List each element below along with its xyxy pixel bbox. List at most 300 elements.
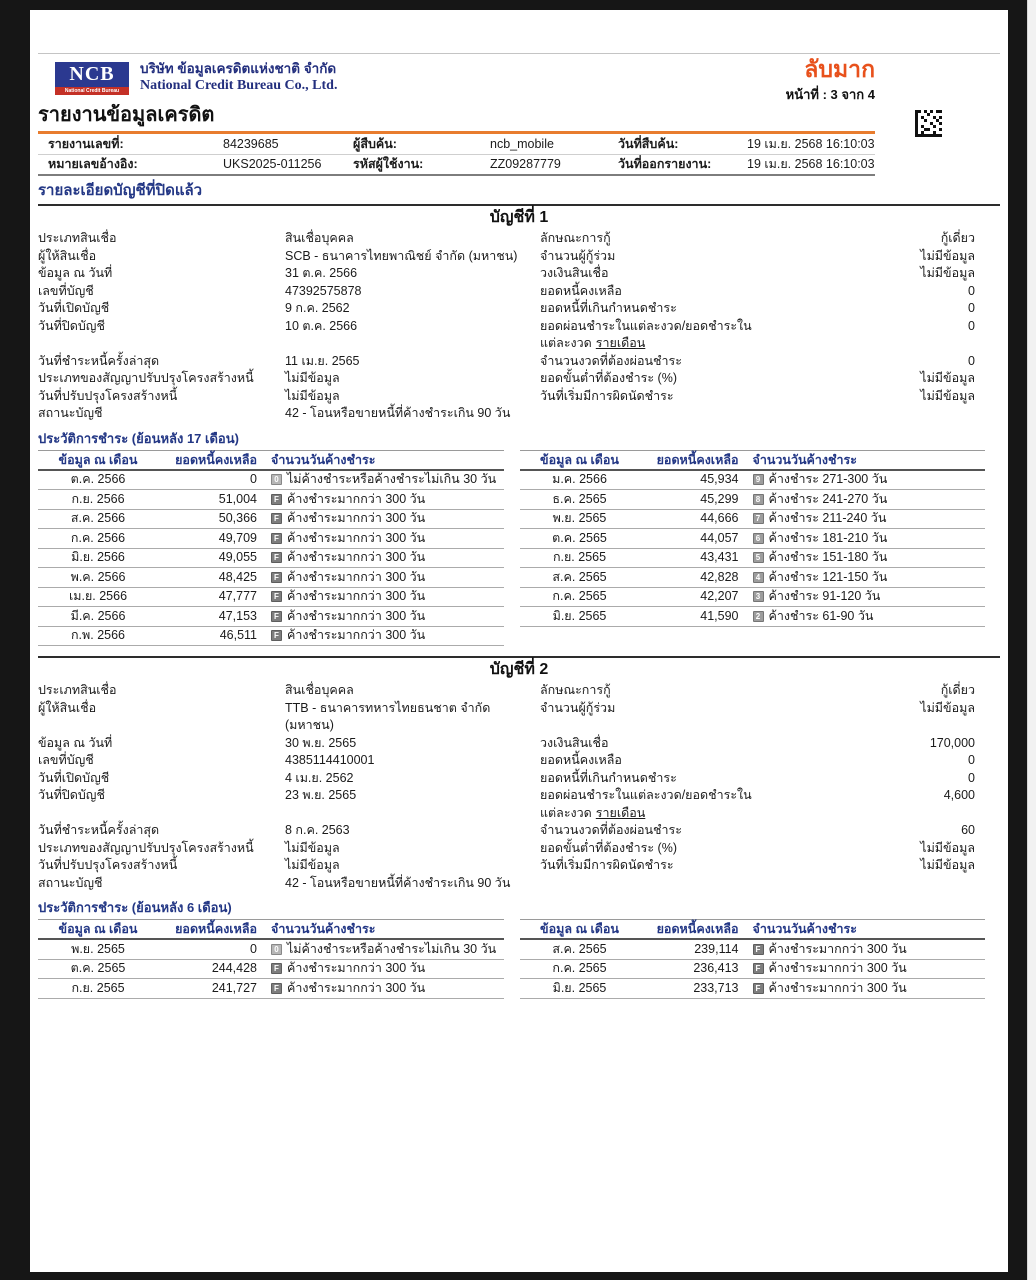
month-cell: ส.ค. 2566 [70, 511, 126, 525]
history-header [38, 450, 504, 471]
month-cell: มิ.ย. 2565 [552, 980, 607, 995]
status-cell [263, 609, 504, 625]
field-row [38, 822, 1000, 840]
status-code-badge: 2 [753, 611, 764, 622]
status-text: ค้างชำระมากกว่า 300 วัน [287, 628, 426, 642]
status-text: ค้างชำระมากกว่า 300 วัน [287, 980, 426, 995]
field-value: 0 [968, 301, 975, 315]
datamatrix-icon [915, 110, 942, 140]
field-label [540, 405, 775, 423]
status-text: ค้างชำระมากกว่า 300 วัน [287, 550, 426, 564]
balance-cell: 51,004 [218, 491, 257, 506]
field-row [38, 770, 1000, 788]
month-cell: ก.ค. 2566 [70, 530, 126, 545]
status-cell [745, 531, 986, 547]
meta-label: ผู้สืบค้น: [353, 137, 397, 151]
history-row [520, 549, 986, 569]
balance-cell: 50,366 [218, 511, 257, 525]
month-cell: ต.ค. 2565 [552, 530, 607, 545]
history-table-right [520, 450, 986, 647]
ncb-logo-acronym: NCB [55, 62, 129, 87]
field-value: 4 เม.ย. 2562 [285, 770, 354, 785]
top-divider [38, 53, 1000, 54]
month-cell: ต.ค. 2565 [70, 961, 126, 975]
status-text: ค้างชำระมากกว่า 300 วัน [287, 511, 426, 525]
report-meta-table [38, 135, 875, 176]
field-label: วันที่ปิดบัญชี [38, 788, 105, 802]
field-value: 11 เม.ย. 2565 [285, 353, 360, 368]
status-text: ไม่ค้างชำระหรือค้างชำระไม่เกิน 30 วัน [287, 941, 497, 956]
field-label: วันที่เปิดบัญชี [38, 301, 110, 315]
field-label: ยอดหนี้ที่เกินกำหนดชำระ [540, 301, 677, 315]
header-overdue-days: จำนวนวันค้างชำระ [271, 452, 376, 467]
company-name-th: บริษัท ข้อมูลเครดิตแห่งชาติ จำกัด [140, 61, 337, 76]
status-code-badge: F [271, 630, 282, 641]
field-label: ยอดขั้นต่ำที่ต้องชำระ (%) [540, 840, 677, 855]
month-cell: มิ.ย. 2566 [71, 550, 125, 564]
balance-cell: 241,727 [211, 980, 257, 995]
field-value: 31 ต.ค. 2566 [285, 266, 358, 280]
history-row [38, 490, 504, 510]
status-code-badge: F [753, 963, 764, 974]
header-month: ข้อมูล ณ เดือน [540, 922, 619, 936]
status-text: ค้างชำระ 211-240 วัน [768, 511, 887, 525]
history-row [520, 510, 986, 530]
field-label: วงเงินสินเชื่อ [540, 735, 609, 750]
field-label: จำนวนงวดที่ต้องผ่อนชำระ [540, 353, 682, 368]
balance-cell: 47,153 [218, 608, 257, 623]
status-cell [745, 942, 986, 958]
report-title: รายงานข้อมูลเครดิต [38, 104, 215, 126]
field-label: วันที่เริ่มมีการผิดนัดชำระ [540, 858, 674, 872]
balance-cell: 239,114 [694, 941, 739, 956]
field-value: 0 [968, 318, 975, 333]
status-code-badge: F [271, 983, 282, 994]
status-text: ค้างชำระมากกว่า 300 วัน [287, 608, 426, 623]
field-label: ยอดผ่อนชำระในแต่ละงวด/ยอดชำระในแต่ละงวด รายเดือน [540, 318, 752, 350]
payment-frequency-label: รายเดือน [595, 336, 646, 350]
account-title: บัญชีที่ 1 [489, 209, 549, 226]
status-code-badge: 5 [753, 552, 764, 563]
history-row [38, 568, 504, 588]
balance-cell: 48,425 [218, 569, 257, 584]
status-cell [745, 981, 986, 997]
history-row [520, 490, 986, 510]
month-cell: ก.ค. 2565 [552, 961, 607, 975]
status-text: ค้างชำระมากกว่า 300 วัน [287, 530, 426, 545]
header-month: ข้อมูล ณ เดือน [58, 922, 138, 936]
history-tables [38, 919, 1000, 999]
balance-cell: 233,713 [693, 980, 739, 995]
field-label: ประเภทของสัญญาปรับปรุงโครงสร้างหนี้ [38, 840, 254, 855]
status-code-badge: 0 [271, 474, 282, 485]
field-row [38, 700, 1000, 735]
history-row [38, 940, 504, 960]
field-row [38, 787, 1000, 822]
status-code-badge: F [271, 591, 282, 602]
status-text: ค้างชำระ 151-180 วัน [768, 550, 888, 564]
field-row [38, 857, 1000, 875]
history-header [38, 919, 504, 940]
header-balance: ยอดหนี้คงเหลือ [656, 452, 739, 467]
field-value [775, 875, 975, 893]
payment-frequency-label: รายเดือน [595, 805, 646, 820]
status-text: ค้างชำระมากกว่า 300 วัน [287, 961, 426, 975]
balance-cell: 44,057 [700, 530, 739, 545]
field-value: 8 ก.ค. 2563 [285, 823, 350, 837]
month-cell: ม.ค. 2566 [552, 472, 607, 486]
field-label: ลักษณะการกู้ [540, 231, 611, 245]
scrollbar[interactable] [1027, 0, 1036, 1280]
field-label: ประเภทสินเชื่อ [38, 231, 117, 245]
field-label: จำนวนผู้กู้ร่วม [540, 700, 616, 715]
balance-cell: 45,934 [700, 472, 739, 486]
confidential-label: ลับมาก [804, 56, 875, 82]
account-fields [38, 230, 1000, 423]
history-row [520, 471, 986, 491]
field-value: ไม่มีข้อมูล [285, 371, 340, 385]
field-label: วันที่ปรับปรุงโครงสร้างหนี้ [38, 388, 178, 403]
status-code-badge: F [271, 494, 282, 505]
status-code-badge: F [271, 552, 282, 563]
status-text: ไม่ค้างชำระหรือค้างชำระไม่เกิน 30 วัน [287, 472, 497, 486]
field-value: 42 - โอนหรือขายหนี้ที่ค้างชำระเกิน 90 วัน [285, 406, 511, 420]
balance-cell: 236,413 [693, 961, 739, 975]
history-header [520, 450, 986, 471]
status-code-badge: 6 [753, 533, 764, 544]
field-value: SCB - ธนาคารไทยพาณิชย์ จำกัด (มหาชน) [285, 248, 518, 263]
status-code-badge: F [753, 983, 764, 994]
field-row [38, 405, 1000, 423]
balance-cell: 41,590 [700, 608, 739, 623]
month-cell: ส.ค. 2565 [552, 941, 607, 956]
balance-cell: 0 [250, 472, 257, 486]
header-overdue-days: จำนวนวันค้างชำระ [752, 922, 857, 936]
field-value: 0 [968, 283, 975, 298]
field-row [38, 752, 1000, 770]
status-cell [263, 492, 504, 508]
history-title: ประวัติการชำระ (ย้อนหลัง 17 เดือน) [38, 430, 239, 446]
field-label: ข้อมูล ณ วันที่ [38, 735, 113, 750]
history-row [520, 940, 986, 960]
history-row [520, 529, 986, 549]
status-text: ค้างชำระ 121-150 วัน [768, 569, 888, 584]
meta-value: ncb_mobile [490, 137, 554, 151]
field-value: 10 ต.ค. 2566 [285, 318, 358, 333]
balance-cell: 0 [250, 941, 257, 956]
month-cell: มิ.ย. 2565 [552, 608, 607, 623]
status-code-badge: F [271, 533, 282, 544]
field-row [38, 353, 1000, 371]
history-row [520, 588, 986, 608]
field-label: วันที่เปิดบัญชี [38, 770, 110, 785]
history-tables [38, 450, 1000, 647]
field-label: สถานะบัญชี [38, 406, 103, 420]
meta-label: รายงานเลขที่: [48, 137, 124, 151]
field-value: 0 [968, 770, 975, 785]
field-label: ลักษณะการกู้ [540, 683, 611, 697]
history-row [38, 607, 504, 627]
history-row [38, 510, 504, 530]
field-label: ผู้ให้สินเชื่อ [38, 700, 97, 715]
field-value: กู้เดี่ยว [940, 231, 975, 245]
field-label: ยอดหนี้ที่เกินกำหนดชำระ [540, 770, 677, 785]
field-label: วันที่ชำระหนี้ครั้งล่าสุด [38, 353, 160, 368]
status-cell [263, 511, 504, 527]
meta-label: รหัสผู้ใช้งาน: [353, 157, 424, 171]
status-cell [745, 961, 986, 977]
meta-value: 84239685 [223, 137, 279, 151]
field-label: สถานะบัญชี [38, 875, 103, 890]
status-cell [263, 628, 504, 644]
status-text: ค้างชำระมากกว่า 300 วัน [768, 961, 907, 975]
field-row [38, 682, 1000, 700]
history-title: ประวัติการชำระ (ย้อนหลัง 6 เดือน) [38, 900, 232, 915]
month-cell: ส.ค. 2565 [552, 569, 607, 584]
field-label: จำนวนงวดที่ต้องผ่อนชำระ [540, 823, 682, 837]
field-value: ไม่มีข้อมูล [285, 858, 340, 872]
header-month: ข้อมูล ณ เดือน [540, 452, 619, 467]
balance-cell: 44,666 [700, 511, 739, 525]
header-balance: ยอดหนี้คงเหลือ [175, 922, 257, 936]
status-cell [263, 570, 504, 586]
status-code-badge: 8 [753, 494, 764, 505]
field-label: วงเงินสินเชื่อ [540, 266, 609, 280]
meta-label: วันที่สืบค้น: [618, 137, 679, 151]
field-row [38, 248, 1000, 266]
field-label: วันที่ปิดบัญชี [38, 318, 105, 333]
account-title: บัญชีที่ 2 [489, 661, 549, 678]
status-code-badge: F [271, 572, 282, 583]
balance-cell: 46,511 [219, 628, 257, 642]
field-value [775, 405, 975, 423]
field-value: สินเชื่อบุคคล [285, 683, 354, 697]
status-cell [263, 589, 504, 605]
meta-value: ZZ09287779 [490, 157, 561, 171]
balance-cell: 244,428 [211, 961, 257, 975]
status-cell [263, 550, 504, 566]
account-section-2 [38, 656, 1000, 999]
field-row [38, 300, 1000, 318]
document-page [30, 10, 1008, 1272]
meta-label: หมายเลขอ้างอิง: [48, 157, 138, 171]
header-balance: ยอดหนี้คงเหลือ [175, 452, 257, 467]
history-row [38, 471, 504, 491]
balance-cell: 45,299 [700, 491, 739, 506]
status-cell [263, 942, 504, 958]
field-value: 30 พ.ย. 2565 [285, 735, 357, 750]
status-text: ค้างชำระมากกว่า 300 วัน [287, 491, 426, 506]
field-label: ยอดผ่อนชำระในแต่ละงวด/ยอดชำระในแต่ละงวด รายเดือน [540, 788, 752, 820]
page-number: หน้าที่ : 3 จาก 4 [785, 87, 875, 102]
status-text: ค้างชำระมากกว่า 300 วัน [287, 569, 426, 584]
field-value: ไม่มีข้อมูล [920, 248, 975, 263]
history-row [38, 549, 504, 569]
header-overdue-days: จำนวนวันค้างชำระ [752, 452, 857, 467]
history-row [520, 979, 986, 999]
field-value: สินเชื่อบุคคล [285, 231, 354, 245]
field-label: เลขที่บัญชี [38, 753, 94, 767]
meta-row [38, 155, 875, 174]
field-row [38, 318, 1000, 353]
balance-cell: 43,431 [700, 550, 739, 564]
history-row [520, 960, 986, 980]
field-value: 42 - โอนหรือขายหนี้ที่ค้างชำระเกิน 90 วัน [285, 875, 511, 890]
field-label [540, 875, 775, 893]
company-name-en: National Credit Bureau Co., Ltd. [140, 78, 338, 93]
section-title-closed-accounts: รายละเอียดบัญชีที่ปิดแล้ว [38, 182, 203, 199]
history-row [38, 979, 504, 999]
balance-cell: 49,055 [218, 550, 257, 564]
account-section-1 [38, 204, 1000, 646]
month-cell: ก.พ. 2566 [70, 628, 126, 642]
month-cell: ก.ค. 2565 [552, 589, 607, 603]
status-cell [263, 472, 504, 488]
field-value: ไม่มีข้อมูล [920, 371, 975, 385]
month-cell: มี.ค. 2566 [70, 608, 126, 623]
status-text: ค้างชำระ 91-120 วัน [768, 589, 881, 603]
status-code-badge: 9 [753, 474, 764, 485]
status-code-badge: 3 [753, 591, 764, 602]
status-text: ค้างชำระมากกว่า 300 วัน [287, 589, 426, 603]
field-value: 4385114410001 [285, 753, 375, 767]
balance-cell: 42,207 [700, 589, 739, 603]
field-value: 60 [961, 823, 975, 837]
month-cell: ก.ย. 2565 [71, 980, 125, 995]
month-cell: ต.ค. 2566 [70, 472, 126, 486]
status-code-badge: 0 [271, 944, 282, 955]
history-row [520, 607, 986, 627]
status-text: ค้างชำระ 271-300 วัน [768, 472, 888, 486]
header-month: ข้อมูล ณ เดือน [58, 452, 138, 467]
field-value: 47392575878 [285, 283, 362, 298]
meta-label: วันที่ออกรายงาน: [618, 157, 712, 171]
field-value: ไม่มีข้อมูล [285, 840, 340, 855]
field-value: 4,600 [943, 788, 975, 802]
month-cell: พ.ย. 2565 [71, 941, 125, 956]
month-cell: พ.ค. 2566 [70, 569, 126, 584]
field-label: วันที่ชำระหนี้ครั้งล่าสุด [38, 823, 160, 837]
history-table-left [38, 919, 504, 999]
field-value: ไม่มีข้อมูล [920, 700, 975, 715]
month-cell: ก.ย. 2566 [71, 491, 125, 506]
status-cell [745, 609, 986, 625]
month-cell: ธ.ค. 2565 [552, 491, 607, 506]
status-text: ค้างชำระ 61-90 วัน [768, 608, 874, 623]
month-cell: เม.ย. 2566 [68, 589, 128, 603]
status-text: ค้างชำระ 241-270 วัน [768, 491, 888, 506]
field-label: เลขที่บัญชี [38, 283, 94, 298]
status-cell [745, 570, 986, 586]
field-value: กู้เดี่ยว [940, 683, 975, 697]
month-cell: พ.ย. 2565 [552, 511, 607, 525]
field-row [38, 735, 1000, 753]
status-cell [263, 961, 504, 977]
field-value: 23 พ.ย. 2565 [285, 788, 357, 802]
field-value: ไม่มีข้อมูล [920, 840, 975, 855]
header-overdue-days: จำนวนวันค้างชำระ [271, 922, 376, 936]
history-row [38, 960, 504, 980]
status-code-badge: F [753, 944, 764, 955]
status-cell [745, 472, 986, 488]
field-label: วันที่ปรับปรุงโครงสร้างหนี้ [38, 858, 178, 872]
status-text: ค้างชำระมากกว่า 300 วัน [768, 980, 907, 995]
field-value: 9 ก.ค. 2562 [285, 301, 350, 315]
title-underline [38, 131, 875, 134]
history-header [520, 919, 986, 940]
field-row [38, 840, 1000, 858]
balance-cell: 42,828 [700, 569, 739, 584]
history-table-left [38, 450, 504, 647]
field-label: ยอดหนี้คงเหลือ [540, 753, 622, 767]
confidential-block [786, 56, 875, 105]
status-cell [263, 981, 504, 997]
field-row [38, 230, 1000, 248]
field-value: ไม่มีข้อมูล [920, 266, 975, 280]
status-code-badge: 4 [753, 572, 764, 583]
status-text: ค้างชำระมากกว่า 300 วัน [768, 941, 907, 956]
meta-value: 19 เม.ย. 2568 16:10:03 [747, 157, 875, 171]
header-balance: ยอดหนี้คงเหลือ [656, 922, 739, 936]
ncb-logo [55, 62, 129, 95]
field-label: จำนวนผู้กู้ร่วม [540, 248, 616, 263]
field-label: ข้อมูล ณ วันที่ [38, 266, 113, 280]
status-code-badge: F [271, 513, 282, 524]
field-value: ไม่มีข้อมูล [920, 858, 975, 872]
status-cell [745, 550, 986, 566]
field-label: ยอดหนี้คงเหลือ [540, 283, 622, 298]
field-label: ประเภทสินเชื่อ [38, 683, 117, 697]
field-value: 0 [968, 753, 975, 767]
status-text: ค้างชำระ 181-210 วัน [768, 530, 888, 545]
history-row [38, 529, 504, 549]
meta-value: UKS2025-011256 [223, 157, 322, 171]
status-code-badge: F [271, 611, 282, 622]
field-label: ผู้ให้สินเชื่อ [38, 248, 97, 263]
status-code-badge: F [271, 963, 282, 974]
status-cell [745, 589, 986, 605]
balance-cell: 49,709 [218, 530, 257, 545]
field-value: ไม่มีข้อมูล [285, 388, 340, 403]
history-row [38, 588, 504, 608]
ncb-logo-banner: National Credit Bureau [55, 87, 129, 95]
history-table-right [520, 919, 986, 999]
meta-value: 19 เม.ย. 2568 16:10:03 [747, 137, 875, 151]
field-row [38, 283, 1000, 301]
account-fields [38, 682, 1000, 892]
balance-cell: 47,777 [218, 589, 257, 603]
field-row [38, 388, 1000, 406]
month-cell: ก.ย. 2565 [552, 550, 607, 564]
field-value: 170,000 [929, 735, 975, 750]
field-value: 0 [968, 353, 975, 368]
status-cell [263, 531, 504, 547]
field-row [38, 875, 1000, 893]
field-label: ประเภทของสัญญาปรับปรุงโครงสร้างหนี้ [38, 371, 254, 385]
field-value: TTB - ธนาคารทหารไทยธนชาต จำกัด (มหาชน) [285, 700, 491, 732]
field-value: ไม่มีข้อมูล [920, 388, 975, 403]
meta-row [38, 135, 875, 155]
status-cell [745, 511, 986, 527]
company-names [140, 60, 337, 94]
history-row [520, 568, 986, 588]
field-label: ยอดขั้นต่ำที่ต้องชำระ (%) [540, 371, 677, 385]
history-row [38, 627, 504, 647]
field-row [38, 370, 1000, 388]
field-label: วันที่เริ่มมีการผิดนัดชำระ [540, 388, 674, 403]
field-row [38, 265, 1000, 283]
status-cell [745, 492, 986, 508]
